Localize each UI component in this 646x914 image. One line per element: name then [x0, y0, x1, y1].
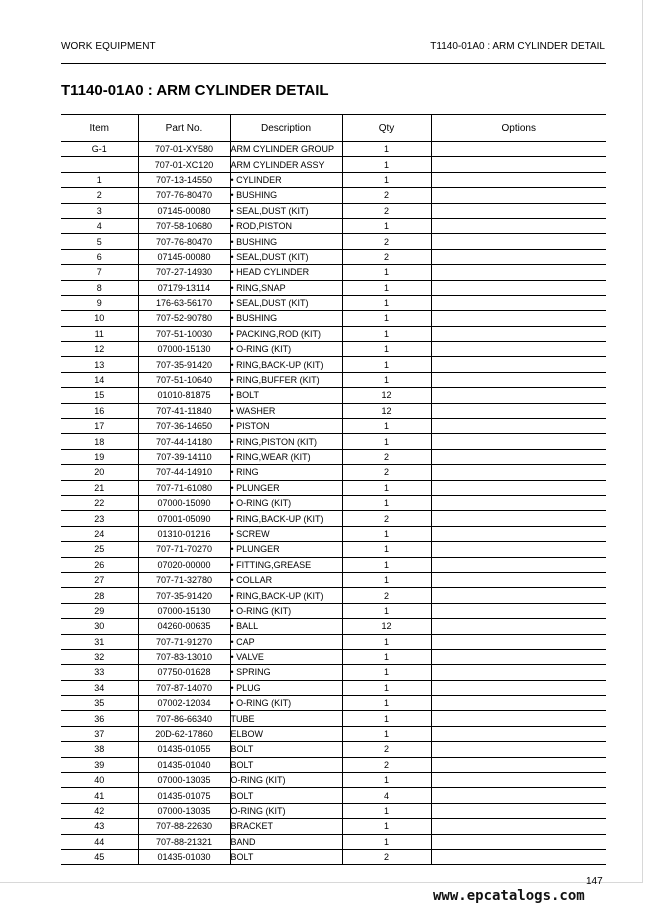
- cell-part-no: 07000-15130: [138, 603, 230, 618]
- cell-item: 10: [61, 311, 138, 326]
- table-row: [61, 757, 606, 772]
- cell-qty: 2: [342, 511, 431, 526]
- cell-options: [431, 249, 606, 264]
- table-row: [61, 342, 606, 357]
- cell-qty: 12: [342, 619, 431, 634]
- cell-options: [431, 388, 606, 403]
- cell-part-no: 07001-05090: [138, 511, 230, 526]
- cell-item: 40: [61, 773, 138, 788]
- cell-description: • FITTING,GREASE: [230, 557, 342, 572]
- table-row: [61, 711, 606, 726]
- parts-table-body: [61, 142, 606, 865]
- table-row: [61, 403, 606, 418]
- cell-qty: 4: [342, 788, 431, 803]
- cell-description: • COLLAR: [230, 572, 342, 587]
- cell-description: ARM CYLINDER ASSY: [230, 157, 342, 172]
- table-row: [61, 634, 606, 649]
- cell-description: BOLT: [230, 788, 342, 803]
- cell-part-no: 707-35-91420: [138, 588, 230, 603]
- cell-item: 11: [61, 326, 138, 341]
- cell-part-no: 707-01-XY580: [138, 142, 230, 157]
- cell-item: 41: [61, 788, 138, 803]
- table-row: [61, 188, 606, 203]
- page-number: 147: [586, 876, 603, 887]
- cell-qty: 1: [342, 434, 431, 449]
- cell-qty: 1: [342, 696, 431, 711]
- table-row: [61, 172, 606, 187]
- table-row: [61, 419, 606, 434]
- cell-part-no: 707-87-14070: [138, 680, 230, 695]
- cell-item: 26: [61, 557, 138, 572]
- cell-item: 8: [61, 280, 138, 295]
- table-row: [61, 834, 606, 849]
- cell-qty: 12: [342, 388, 431, 403]
- cell-description: • RING,BACK-UP (KIT): [230, 357, 342, 372]
- cell-item: 34: [61, 680, 138, 695]
- table-row: [61, 803, 606, 818]
- page-frame-right: [642, 0, 643, 882]
- cell-qty: 2: [342, 849, 431, 864]
- cell-description: BOLT: [230, 742, 342, 757]
- cell-part-no: 01435-01040: [138, 757, 230, 772]
- cell-options: [431, 295, 606, 310]
- table-row: [61, 234, 606, 249]
- cell-options: [431, 542, 606, 557]
- cell-item: 4: [61, 218, 138, 233]
- table-row: [61, 849, 606, 864]
- cell-part-no: 707-52-90780: [138, 311, 230, 326]
- cell-options: [431, 419, 606, 434]
- cell-item: 7: [61, 265, 138, 280]
- cell-description: BOLT: [230, 849, 342, 864]
- cell-item: 25: [61, 542, 138, 557]
- cell-part-no: 707-76-80470: [138, 188, 230, 203]
- cell-part-no: 01010-81875: [138, 388, 230, 403]
- cell-part-no: 707-44-14180: [138, 434, 230, 449]
- cell-description: • WASHER: [230, 403, 342, 418]
- cell-options: [431, 603, 606, 618]
- cell-qty: 1: [342, 834, 431, 849]
- cell-part-no: 707-83-13010: [138, 649, 230, 664]
- cell-options: [431, 511, 606, 526]
- cell-qty: 1: [342, 726, 431, 741]
- cell-options: [431, 188, 606, 203]
- cell-description: • PLUNGER: [230, 480, 342, 495]
- cell-part-no: 707-39-14110: [138, 449, 230, 464]
- column-header-part-no: Part No.: [138, 115, 230, 142]
- cell-part-no: 707-01-XC120: [138, 157, 230, 172]
- cell-description: • RING,BUFFER (KIT): [230, 372, 342, 387]
- cell-qty: 1: [342, 819, 431, 834]
- cell-options: [431, 495, 606, 510]
- cell-options: [431, 403, 606, 418]
- cell-options: [431, 157, 606, 172]
- cell-qty: 1: [342, 480, 431, 495]
- table-row: [61, 326, 606, 341]
- cell-description: TUBE: [230, 711, 342, 726]
- cell-qty: 1: [342, 665, 431, 680]
- cell-item: 28: [61, 588, 138, 603]
- table-row: [61, 557, 606, 572]
- cell-item: 36: [61, 711, 138, 726]
- cell-qty: 2: [342, 465, 431, 480]
- cell-item: 33: [61, 665, 138, 680]
- table-row: [61, 680, 606, 695]
- cell-qty: 1: [342, 172, 431, 187]
- cell-qty: 1: [342, 572, 431, 587]
- cell-item: 6: [61, 249, 138, 264]
- cell-part-no: 07002-12034: [138, 696, 230, 711]
- cell-options: [431, 449, 606, 464]
- cell-description: BAND: [230, 834, 342, 849]
- table-row: [61, 726, 606, 741]
- cell-description: • PACKING,ROD (KIT): [230, 326, 342, 341]
- cell-part-no: 20D-62-17860: [138, 726, 230, 741]
- cell-qty: 2: [342, 588, 431, 603]
- cell-description: • CYLINDER: [230, 172, 342, 187]
- table-row: [61, 542, 606, 557]
- table-row: [61, 388, 606, 403]
- cell-part-no: 07000-15130: [138, 342, 230, 357]
- cell-options: [431, 342, 606, 357]
- cell-part-no: 707-58-10680: [138, 218, 230, 233]
- cell-item: 38: [61, 742, 138, 757]
- cell-qty: 1: [342, 218, 431, 233]
- cell-part-no: 707-36-14650: [138, 419, 230, 434]
- cell-qty: 1: [342, 357, 431, 372]
- cell-options: [431, 526, 606, 541]
- cell-qty: 2: [342, 742, 431, 757]
- cell-options: [431, 557, 606, 572]
- column-header-qty: Qty: [342, 115, 431, 142]
- cell-description: • HEAD CYLINDER: [230, 265, 342, 280]
- cell-qty: 1: [342, 311, 431, 326]
- cell-part-no: 01435-01030: [138, 849, 230, 864]
- cell-qty: 1: [342, 372, 431, 387]
- cell-description: • BOLT: [230, 388, 342, 403]
- table-row: [61, 449, 606, 464]
- table-row: [61, 619, 606, 634]
- cell-part-no: 07145-00080: [138, 249, 230, 264]
- cell-part-no: 707-76-80470: [138, 234, 230, 249]
- cell-options: [431, 711, 606, 726]
- cell-description: O-RING (KIT): [230, 803, 342, 818]
- table-row: [61, 142, 606, 157]
- table-row: [61, 588, 606, 603]
- cell-options: [431, 849, 606, 864]
- cell-part-no: 01435-01075: [138, 788, 230, 803]
- cell-item: 5: [61, 234, 138, 249]
- table-row: [61, 372, 606, 387]
- cell-qty: 1: [342, 495, 431, 510]
- cell-part-no: 707-86-66340: [138, 711, 230, 726]
- table-row: [61, 295, 606, 310]
- cell-qty: 2: [342, 188, 431, 203]
- cell-part-no: 707-41-11840: [138, 403, 230, 418]
- cell-description: • PLUNGER: [230, 542, 342, 557]
- cell-description: • SCREW: [230, 526, 342, 541]
- cell-options: [431, 142, 606, 157]
- cell-item: [61, 157, 138, 172]
- table-header-row: [61, 115, 606, 142]
- cell-options: [431, 742, 606, 757]
- cell-part-no: 707-71-70270: [138, 542, 230, 557]
- cell-options: [431, 218, 606, 233]
- cell-item: 22: [61, 495, 138, 510]
- cell-options: [431, 696, 606, 711]
- cell-qty: 1: [342, 142, 431, 157]
- table-row: [61, 480, 606, 495]
- cell-options: [431, 773, 606, 788]
- table-row: [61, 434, 606, 449]
- cell-options: [431, 665, 606, 680]
- table-row: [61, 280, 606, 295]
- cell-item: 14: [61, 372, 138, 387]
- cell-options: [431, 834, 606, 849]
- cell-part-no: 04260-00635: [138, 619, 230, 634]
- cell-part-no: 707-13-14550: [138, 172, 230, 187]
- cell-item: 16: [61, 403, 138, 418]
- cell-qty: 1: [342, 295, 431, 310]
- cell-options: [431, 465, 606, 480]
- table-row: [61, 249, 606, 264]
- cell-item: 1: [61, 172, 138, 187]
- table-row: [61, 819, 606, 834]
- table-row: [61, 495, 606, 510]
- cell-part-no: 707-51-10640: [138, 372, 230, 387]
- cell-part-no: 707-27-14930: [138, 265, 230, 280]
- table-row: [61, 157, 606, 172]
- cell-description: • O-RING (KIT): [230, 696, 342, 711]
- table-row: [61, 649, 606, 664]
- page-title: T1140-01A0 : ARM CYLINDER DETAIL: [61, 82, 329, 99]
- cell-qty: 1: [342, 634, 431, 649]
- cell-description: • BUSHING: [230, 311, 342, 326]
- cell-options: [431, 649, 606, 664]
- cell-description: • RING,WEAR (KIT): [230, 449, 342, 464]
- cell-description: • CAP: [230, 634, 342, 649]
- cell-qty: 1: [342, 326, 431, 341]
- cell-part-no: 07145-00080: [138, 203, 230, 218]
- cell-options: [431, 311, 606, 326]
- cell-part-no: 707-51-10030: [138, 326, 230, 341]
- cell-part-no: 01310-01216: [138, 526, 230, 541]
- cell-qty: 1: [342, 711, 431, 726]
- cell-qty: 12: [342, 403, 431, 418]
- cell-qty: 1: [342, 603, 431, 618]
- table-row: [61, 357, 606, 372]
- cell-item: 13: [61, 357, 138, 372]
- cell-options: [431, 588, 606, 603]
- table-row: [61, 572, 606, 587]
- cell-description: • RING,BACK-UP (KIT): [230, 588, 342, 603]
- cell-item: 21: [61, 480, 138, 495]
- cell-item: 15: [61, 388, 138, 403]
- table-row: [61, 788, 606, 803]
- cell-item: 20: [61, 465, 138, 480]
- cell-description: • O-RING (KIT): [230, 603, 342, 618]
- cell-options: [431, 326, 606, 341]
- cell-options: [431, 203, 606, 218]
- cell-item: 9: [61, 295, 138, 310]
- cell-options: [431, 172, 606, 187]
- cell-item: 44: [61, 834, 138, 849]
- cell-qty: 1: [342, 342, 431, 357]
- cell-part-no: 07179-13114: [138, 280, 230, 295]
- cell-description: • ROD,PISTON: [230, 218, 342, 233]
- cell-item: 3: [61, 203, 138, 218]
- running-header-section: WORK EQUIPMENT: [61, 41, 156, 52]
- cell-description: • SEAL,DUST (KIT): [230, 249, 342, 264]
- cell-part-no: 707-88-22630: [138, 819, 230, 834]
- cell-description: • PLUG: [230, 680, 342, 695]
- cell-description: BRACKET: [230, 819, 342, 834]
- column-header-item: Item: [61, 115, 138, 142]
- cell-qty: 2: [342, 234, 431, 249]
- cell-options: [431, 480, 606, 495]
- cell-part-no: 707-71-91270: [138, 634, 230, 649]
- cell-qty: 2: [342, 449, 431, 464]
- cell-description: • RING: [230, 465, 342, 480]
- cell-qty: 2: [342, 757, 431, 772]
- cell-description: • VALVE: [230, 649, 342, 664]
- cell-options: [431, 757, 606, 772]
- cell-item: 32: [61, 649, 138, 664]
- cell-item: 31: [61, 634, 138, 649]
- cell-part-no: 07750-01628: [138, 665, 230, 680]
- table-row: [61, 511, 606, 526]
- cell-qty: 1: [342, 265, 431, 280]
- cell-qty: 2: [342, 249, 431, 264]
- cell-description: • RING,PISTON (KIT): [230, 434, 342, 449]
- cell-item: 35: [61, 696, 138, 711]
- header-rule: [61, 63, 606, 64]
- cell-options: [431, 803, 606, 818]
- column-header-description: Description: [230, 115, 342, 142]
- running-header-reference: T1140-01A0 : ARM CYLINDER DETAIL: [430, 41, 605, 52]
- cell-item: 30: [61, 619, 138, 634]
- table-row: [61, 218, 606, 233]
- cell-qty: 1: [342, 157, 431, 172]
- cell-item: 27: [61, 572, 138, 587]
- cell-description: ARM CYLINDER GROUP: [230, 142, 342, 157]
- cell-description: • SEAL,DUST (KIT): [230, 203, 342, 218]
- cell-description: • BUSHING: [230, 234, 342, 249]
- cell-part-no: 07000-13035: [138, 773, 230, 788]
- cell-item: 43: [61, 819, 138, 834]
- cell-description: • BUSHING: [230, 188, 342, 203]
- cell-options: [431, 434, 606, 449]
- cell-qty: 1: [342, 680, 431, 695]
- table-row: [61, 665, 606, 680]
- cell-part-no: 01435-01055: [138, 742, 230, 757]
- cell-part-no: 707-71-61080: [138, 480, 230, 495]
- cell-qty: 1: [342, 280, 431, 295]
- cell-options: [431, 634, 606, 649]
- cell-item: 17: [61, 419, 138, 434]
- cell-options: [431, 357, 606, 372]
- cell-qty: 1: [342, 773, 431, 788]
- cell-item: 12: [61, 342, 138, 357]
- cell-qty: 1: [342, 419, 431, 434]
- cell-description: • O-RING (KIT): [230, 342, 342, 357]
- watermark-url: www.epcatalogs.com: [433, 888, 585, 904]
- table-row: [61, 742, 606, 757]
- cell-qty: 2: [342, 203, 431, 218]
- parts-table: [61, 114, 606, 865]
- column-header-options: Options: [431, 115, 606, 142]
- cell-description: • RING,BACK-UP (KIT): [230, 511, 342, 526]
- table-row: [61, 773, 606, 788]
- cell-item: 42: [61, 803, 138, 818]
- cell-options: [431, 372, 606, 387]
- page-frame-bottom: [0, 882, 643, 883]
- cell-options: [431, 280, 606, 295]
- cell-qty: 1: [342, 649, 431, 664]
- table-row: [61, 465, 606, 480]
- cell-item: 37: [61, 726, 138, 741]
- cell-qty: 1: [342, 526, 431, 541]
- cell-options: [431, 265, 606, 280]
- cell-part-no: 07000-13035: [138, 803, 230, 818]
- cell-description: • RING,SNAP: [230, 280, 342, 295]
- cell-description: ELBOW: [230, 726, 342, 741]
- cell-description: • BALL: [230, 619, 342, 634]
- table-row: [61, 203, 606, 218]
- cell-part-no: 707-71-32780: [138, 572, 230, 587]
- cell-item: 24: [61, 526, 138, 541]
- cell-part-no: 707-88-21321: [138, 834, 230, 849]
- cell-qty: 1: [342, 557, 431, 572]
- cell-options: [431, 788, 606, 803]
- cell-options: [431, 819, 606, 834]
- cell-part-no: 707-35-91420: [138, 357, 230, 372]
- cell-qty: 1: [342, 542, 431, 557]
- cell-item: G-1: [61, 142, 138, 157]
- cell-item: 45: [61, 849, 138, 864]
- cell-part-no: 07000-15090: [138, 495, 230, 510]
- cell-item: 18: [61, 434, 138, 449]
- cell-description: • SEAL,DUST (KIT): [230, 295, 342, 310]
- table-row: [61, 603, 606, 618]
- cell-options: [431, 572, 606, 587]
- cell-part-no: 707-44-14910: [138, 465, 230, 480]
- table-row: [61, 311, 606, 326]
- table-row: [61, 526, 606, 541]
- cell-qty: 1: [342, 803, 431, 818]
- cell-options: [431, 680, 606, 695]
- cell-part-no: 176-63-56170: [138, 295, 230, 310]
- cell-options: [431, 726, 606, 741]
- cell-description: • SPRING: [230, 665, 342, 680]
- table-row: [61, 696, 606, 711]
- cell-item: 39: [61, 757, 138, 772]
- cell-description: • O-RING (KIT): [230, 495, 342, 510]
- cell-description: • PISTON: [230, 419, 342, 434]
- cell-options: [431, 234, 606, 249]
- table-row: [61, 265, 606, 280]
- cell-part-no: 07020-00000: [138, 557, 230, 572]
- cell-item: 29: [61, 603, 138, 618]
- cell-description: O-RING (KIT): [230, 773, 342, 788]
- cell-item: 23: [61, 511, 138, 526]
- cell-options: [431, 619, 606, 634]
- cell-item: 2: [61, 188, 138, 203]
- cell-item: 19: [61, 449, 138, 464]
- cell-description: BOLT: [230, 757, 342, 772]
